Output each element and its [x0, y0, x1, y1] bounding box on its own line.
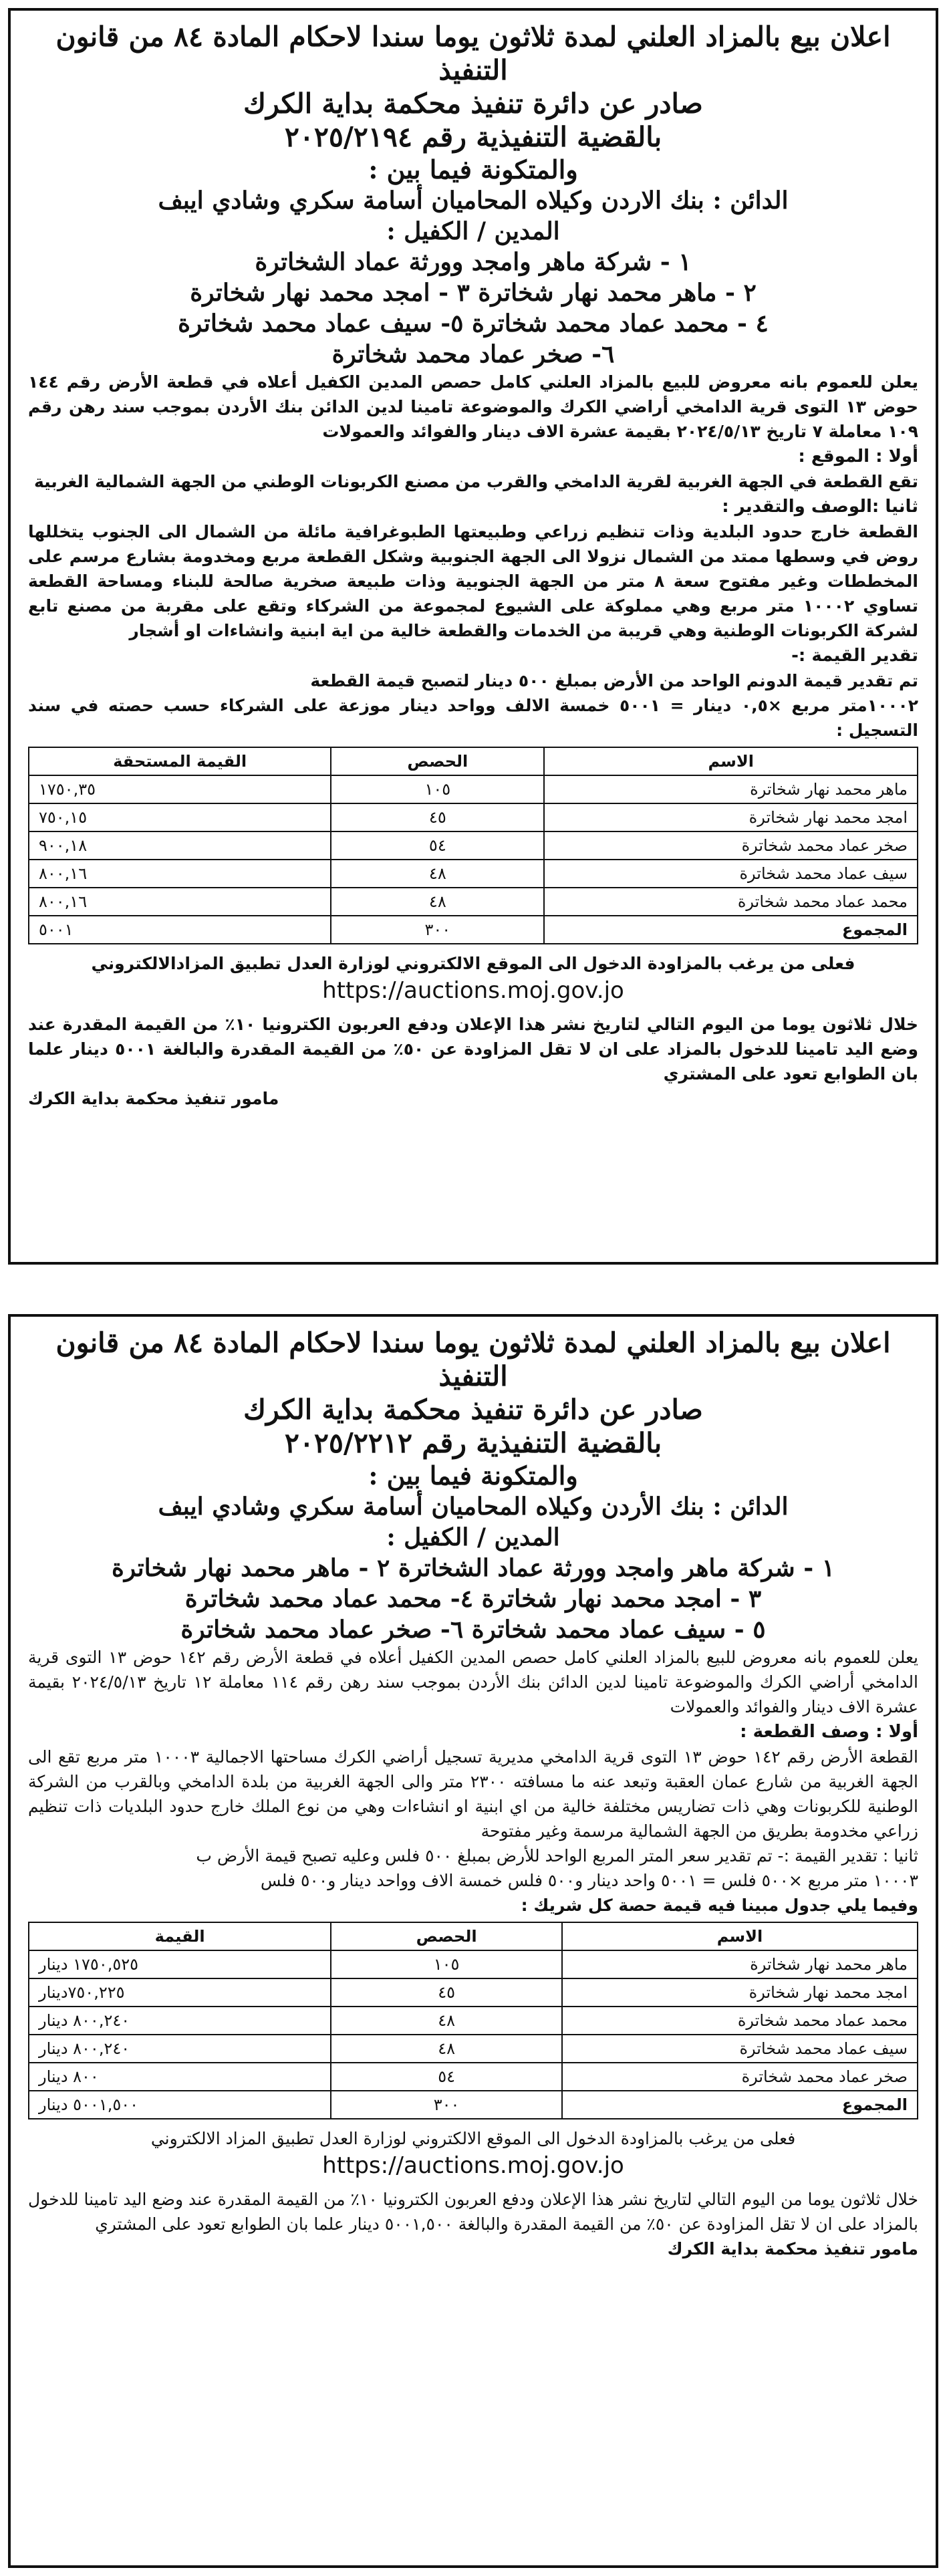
debtor-line: ٣ - امجد محمد نهار شخاترة ٤- محمد عماد محمد شخاترة — [184, 1585, 762, 1613]
table-row — [29, 1950, 918, 1978]
debtor-line: ٥ - سيف عماد محمد شخاترة ٦- صخر عماد محمد شخاترة — [180, 1616, 766, 1644]
debtor-line: ٦- صخر عماد محمد شخاترة — [331, 340, 615, 368]
cell-shares: ٥٤ — [331, 2063, 562, 2091]
cell-value: ٨٠٠,٢٤٠ دينار — [29, 2035, 331, 2063]
cell-name: ماهر محمد نهار شخاترة — [562, 1950, 918, 1978]
cell-total-label: المجموع — [544, 916, 918, 944]
cell-value: ٨٠٠,١٦ — [29, 860, 331, 888]
location-text: تقع القطعة في الجهة الغربية لقرية الدامخي والقرب من مصنع الكربونات الوطني من الجهة الشمالية الغربية — [34, 472, 918, 491]
table-row — [29, 775, 918, 803]
column-header-name: الاسم — [544, 747, 918, 775]
cell-value: ٨٠٠ دينار — [29, 2063, 331, 2091]
table-row — [29, 1978, 918, 2007]
cell-total-shares: ٣٠٠ — [331, 916, 544, 944]
valuation-calc: ١٠٠٠٣ متر مربع ×٥٠٠ فلس = ٥٠٠١ واحد دينار و٥٠٠ فلس خمسة الاف وواحد دينار و٥٠٠ فلس — [260, 1871, 918, 1890]
table-row — [29, 860, 918, 888]
notice-title: اعلان بيع بالمزاد العلني لمدة ثلاثون يوما سندا لاحكام المادة ٨٤ من قانون التنفيذ — [55, 1327, 891, 1392]
table-total-row — [29, 2091, 918, 2119]
description-label: أولا : وصف القطعة : — [740, 1722, 918, 1742]
column-header-shares: الحصص — [331, 747, 544, 775]
cell-total-value: ٥٠٠١ — [29, 916, 331, 944]
cell-name: محمد عماد محمد شخاترة — [544, 888, 918, 916]
signature: مامور تنفيذ محكمة بداية الكرك — [667, 2239, 918, 2259]
cell-shares: ٤٨ — [331, 888, 544, 916]
auction-notice-1 — [8, 8, 938, 1265]
signature: مامور تنفيذ محكمة بداية الكرك — [28, 1089, 279, 1108]
debtor-label: المدين / الكفيل : — [386, 217, 560, 245]
cell-value: ٨٠٠,١٦ — [29, 888, 331, 916]
column-header-value: القيمة — [29, 1922, 331, 1950]
table-row — [29, 2035, 918, 2063]
valuation-text: تم تقدير قيمة الدونم الواحد من الأرض بمبلغ ٥٠٠ دينار لتصبح قيمة القطعة — [310, 671, 918, 690]
description-text: القطعة الأرض رقم ١٤٢ حوض ١٣ التوى قرية الدامخي مديرية تسجيل أراضي الكرك مساحتها الاجمالية ١٠٠٠٣ متر مربع تقع الى الجهة الغربية من شارع عمان العقبة وتبعد عنه ما مسافته ٢٣٠٠ متر والى الجهة الغربية من بلدة الدامخي وبالقرب من الشركة الوطنية للكربونات وهي ذات تضاريس مختلفة خالية من اي ابنية او انشاءات وهي من نوع الملك خارج حدود البلديات ذات تنظيم زراعي مخدومة بطريق من الجهة الشمالية مرسمة وغير مفتوحة — [28, 1747, 919, 1841]
notice-title: اعلان بيع بالمزاد العلني لمدة ثلاثون يوما سندا لاحكام المادة ٨٤ من قانون التنفيذ — [55, 21, 891, 86]
table-row — [29, 831, 918, 860]
case-number: بالقضية التنفيذية رقم ٢٠٢٥/٢١٩٤ — [284, 121, 662, 153]
cell-value: ١٧٥٠,٥٢٥ دينار — [29, 1950, 331, 1978]
cell-shares: ٥٤ — [331, 831, 544, 860]
closing-paragraph: خلال ثلاثون يوما من اليوم التالي لتاريخ نشر هذا الإعلان ودفع العربون الكترونيا ١٠٪ من القيمة المقدرة عند وضع اليد تامينا للدخول بالمزاد على ان لا تقل المزاودة عن ٥٠٪ من القيمة المقدرة والبالغة ٥٠٠١,٥٠٠ دينار علما بان الطوابع تعود على المشتري — [28, 2190, 918, 2234]
cell-shares: ٤٨ — [331, 2007, 562, 2035]
cell-shares: ١٠٥ — [331, 1950, 562, 1978]
debtor-line: ٢ - ماهر محمد نهار شخاترة ٣ - امجد محمد نهار شخاترة — [190, 279, 757, 307]
auction-url-link[interactable]: https://auctions.moj.gov.jo — [322, 977, 624, 1004]
shares-table — [28, 747, 918, 944]
parties-heading: والمتكونة فيما بين : — [368, 1460, 578, 1491]
notice-issuer: صادر عن دائرة تنفيذ محكمة بداية الكرك — [243, 88, 703, 120]
cell-value: ١٧٥٠,٣٥ — [29, 775, 331, 803]
valuation-text: ثانيا : تقدير القيمة :- تم تقدير سعر المتر المربع الواحد للأرض بمبلغ ٥٠٠ فلس وعليه تصبح قيمة الأرض ب — [196, 1846, 918, 1865]
cell-shares: ١٠٥ — [331, 775, 544, 803]
bid-instructions: فعلى من يرغب بالمزاودة الدخول الى الموقع الالكتروني لوزارة العدل تطبيق المزاد الالكتروني — [150, 2129, 796, 2148]
description-label: ثانيا :الوصف والتقدير : — [722, 497, 918, 517]
cell-name: سيف عماد محمد شخاترة — [562, 2035, 918, 2063]
creditor-line: الدائن : بنك الأردن وكيلاه المحاميان أسامة سكري وشادي ايبف — [158, 1493, 789, 1521]
location-label: أولا : الموقع : — [798, 446, 918, 467]
cell-name: سيف عماد محمد شخاترة — [544, 860, 918, 888]
auction-url-link[interactable]: https://auctions.moj.gov.jo — [322, 2152, 624, 2179]
creditor-line: الدائن : بنك الاردن وكيلاه المحاميان أسامة سكري وشادي ايبف — [158, 186, 789, 215]
closing-paragraph: خلال ثلاثون يوما من اليوم التالي لتاريخ نشر هذا الإعلان ودفع العربون الكترونيا ١٠٪ من القيمة المقدرة عند وضع اليد تامينا للدخول بالمزاد على ان لا تقل المزاودة عن ٥٠٪ من القيمة المقدرة والبالغة ٥٠٠١ دينار علما بان الطوابع تعود على المشتري — [28, 1015, 918, 1083]
intro-paragraph: يعلن للعموم بانه معروض للبيع بالمزاد العلني كامل حصص المدين الكفيل أعلاه في قطعة الأرض رقم ١٤٤ حوض ١٣ التوى قرية الدامخي أراضي الكرك والموضوعة تامينا لدين الدائن بنك الأردن بموجب سند رهن رقم ١٠٩ معاملة ٧ تاريخ ٢٠٢٤/٥/١٣ بقيمة عشرة الاف دينار والفوائد والعمولات — [28, 372, 919, 441]
cell-shares: ٤٥ — [331, 1978, 562, 2007]
debtor-label: المدين / الكفيل : — [386, 1523, 560, 1551]
debtor-line: ١ - شركة ماهر وامجد وورثة عماد الشخاترة ٢ - ماهر محمد نهار شخاترة — [111, 1554, 835, 1582]
column-header-shares: الحصص — [331, 1922, 562, 1950]
cell-total-value: ٥٠٠١,٥٠٠ دينار — [29, 2091, 331, 2119]
cell-shares: ٤٨ — [331, 860, 544, 888]
table-row — [29, 2063, 918, 2091]
cell-name: امجد محمد نهار شخاترة — [544, 803, 918, 831]
cell-name: ماهر محمد نهار شخاترة — [544, 775, 918, 803]
valuation-calc: ١٠٠٠٢متر مربع ×٠,٥ دينار = ٥٠٠١ خمسة الالف وواحد دينار موزعة على الشركاء حسب حصته في سند التسجيل : — [28, 696, 918, 740]
debtor-line: ٤ - محمد عماد محمد شخاترة ٥- سيف عماد محمد شخاترة — [178, 309, 769, 338]
cell-value: ٩٠٠,١٨ — [29, 831, 331, 860]
debtor-line: ١ - شركة ماهر وامجد وورثة عماد الشخاترة — [255, 248, 692, 276]
parties-heading: والمتكونة فيما بين : — [368, 154, 578, 184]
cell-shares: ٤٨ — [331, 2035, 562, 2063]
notice-issuer: صادر عن دائرة تنفيذ محكمة بداية الكرك — [243, 1394, 703, 1426]
table-header-row — [29, 747, 918, 775]
bid-instructions: فعلى من يرغب بالمزاودة الدخول الى الموقع الالكتروني لوزارة العدل تطبيق المزادالالكتروني — [91, 954, 855, 973]
description-text: القطعة خارج حدود البلدية وذات تنظيم زراعي وطبيعتها الطبوغرافية مائلة من الشمال الى الجنوب يتخللها روض في وسطها ممتد من الشمال نزولا الى الجهة الجنوبية وشكل القطعة مربع ومخدومة بشارع مرسم على المخططات وغير مفتوح سعة ٨ متر من الجهة الجنوبية وذات طبيعة صخرية صالحة للبناء ومساحة القطعة تساوي ١٠٠٠٢ متر مربع وهي مملوكة على الشيوع لمجموعة من الشركاء وتقع على مقربة من مصنع تابع لشركة الكربونات الوطنية وهي قريبة من الخدمات والقطعة خالية من اية ابنية وانشاءات او أشجار — [28, 522, 919, 640]
auction-notice-2 — [8, 1314, 938, 2568]
table-row — [29, 803, 918, 831]
valuation-label: تقدير القيمة :- — [791, 646, 918, 666]
cell-name: امجد محمد نهار شخاترة — [562, 1978, 918, 2007]
cell-name: محمد عماد محمد شخاترة — [562, 2007, 918, 2035]
cell-shares: ٤٥ — [331, 803, 544, 831]
table-total-row — [29, 916, 918, 944]
column-header-value: القيمة المستحقة — [29, 747, 331, 775]
cell-name: صخر عماد محمد شخاترة — [562, 2063, 918, 2091]
cell-total-label: المجموع — [562, 2091, 918, 2119]
case-number: بالقضية التنفيذية رقم ٢٠٢٥/٢٢١٢ — [284, 1427, 662, 1459]
shares-table — [28, 1922, 918, 2119]
cell-value: ٧٥٠,٢٢٥دينار — [29, 1978, 331, 2007]
column-header-name: الاسم — [562, 1922, 918, 1950]
cell-total-shares: ٣٠٠ — [331, 2091, 562, 2119]
table-header-row — [29, 1922, 918, 1950]
table-row — [29, 888, 918, 916]
cell-name: صخر عماد محمد شخاترة — [544, 831, 918, 860]
table-intro: وفيما يلي جدول مبينا فيه قيمة حصة كل شريك : — [521, 1896, 918, 1915]
intro-paragraph: يعلن للعموم بانه معروض للبيع بالمزاد العلني كامل حصص المدين الكفيل أعلاه في قطعة الأرض رقم ١٤٢ حوض ١٣ التوى قرية الدامخي أراضي الكرك والموضوعة تامينا لدين الدائن بنك الأردن بموجب سند رهن رقم ١١٤ معاملة ١٢ تاريخ ٢٠٢٤/٥/١٣ بقيمة عشرة الاف دينار والفوائد والعمولات — [28, 1648, 918, 1716]
cell-value: ٧٥٠,١٥ — [29, 803, 331, 831]
cell-value: ٨٠٠,٢٤٠ دينار — [29, 2007, 331, 2035]
table-row — [29, 2007, 918, 2035]
